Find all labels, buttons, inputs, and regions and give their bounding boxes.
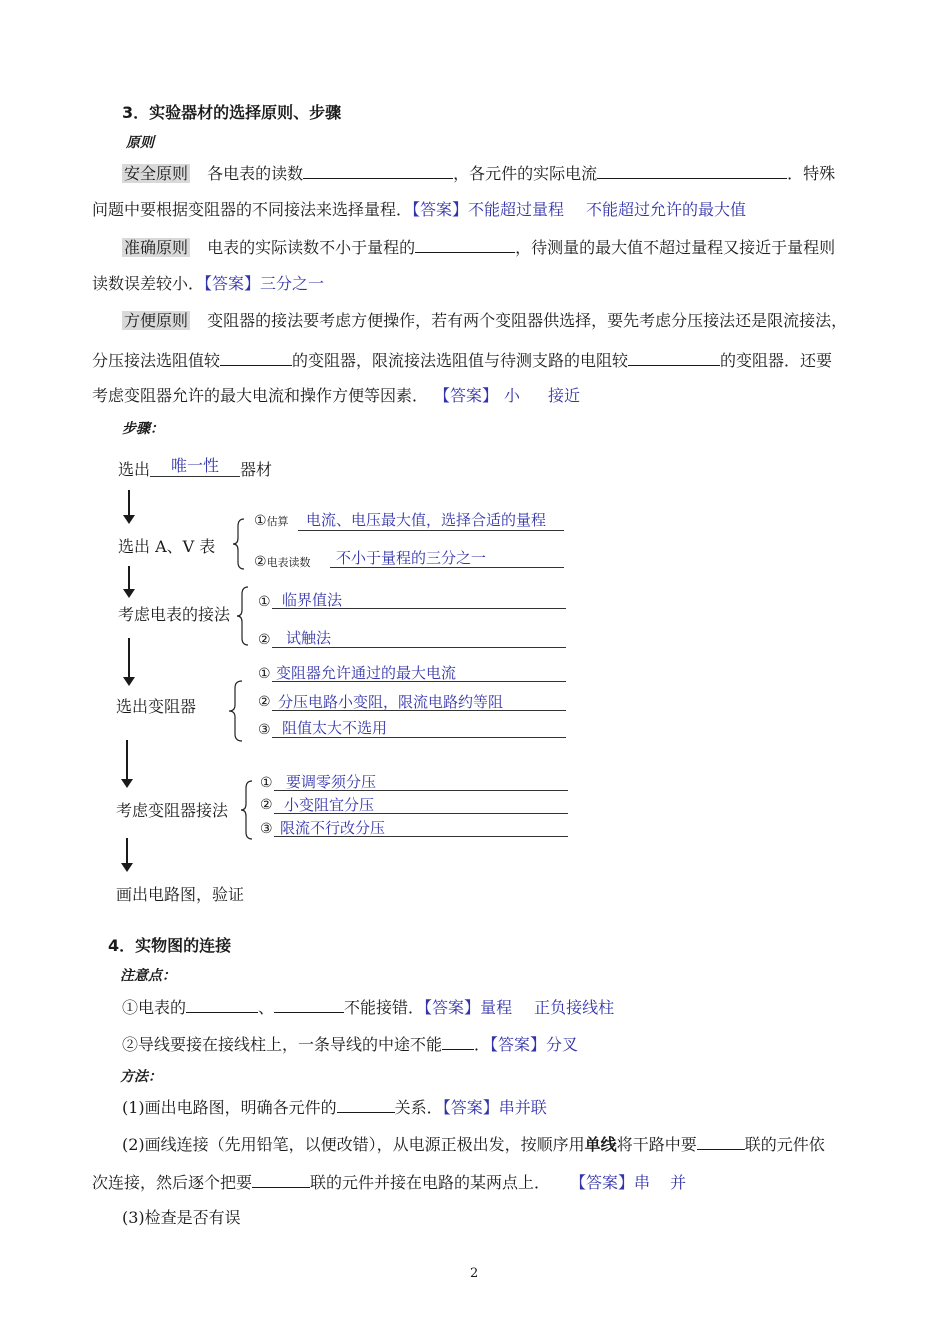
- flow-fill: 限流不行改分压: [280, 819, 386, 837]
- flow-fill: 唯一性: [150, 456, 240, 477]
- safe-principle-line1: 安全原则 各电表的读数 ，各元件的实际电流 ．特殊: [124, 164, 836, 183]
- down-arrow-icon: [128, 490, 130, 522]
- down-arrow-icon: [128, 566, 130, 596]
- flow-fill: 电流、电压最大值，选择合适的量程: [306, 511, 547, 529]
- blank: [442, 1033, 474, 1050]
- blank: [337, 1096, 395, 1113]
- flow-step5: 考虑变阻器接法: [116, 801, 229, 820]
- answer-tag: 【答案】: [424, 998, 481, 1017]
- answer: 并: [670, 1173, 687, 1192]
- flow-step4-b-num: ②: [258, 694, 271, 710]
- underline: [272, 737, 566, 738]
- answer: 接近: [548, 386, 581, 405]
- flow-step2-a: ①估算: [254, 513, 289, 529]
- answer: 正负接线柱: [534, 998, 615, 1017]
- brace-icon: [236, 586, 250, 646]
- section3-title: 3．实验器材的选择原则、步骤: [122, 103, 342, 122]
- method3: (3)检查是否有误: [122, 1208, 241, 1227]
- answer: 小: [504, 386, 521, 405]
- flow-step3-b-num: ②: [258, 632, 271, 648]
- answer-tag: 【答案】: [578, 1173, 635, 1192]
- blank: [186, 996, 258, 1013]
- accurate-principle-line1: 准确原则 电表的实际读数不小于量程的 ，待测量的最大值不超过量程又接近于量程则: [124, 238, 836, 257]
- flow-step5-b-num: ②: [260, 797, 273, 813]
- steps-label: 步骤：: [122, 421, 164, 437]
- flow-fill: 试触法: [286, 629, 332, 647]
- flow-fill: 变阻器允许通过的最大电流: [276, 664, 457, 682]
- down-arrow-icon: [128, 638, 130, 684]
- flow-step2-b: ②电表读数: [254, 554, 311, 570]
- underline: [272, 608, 566, 609]
- answer: 分叉: [546, 1035, 579, 1054]
- convenient-principle-line2: 分压接法选阻值较 的变阻器，限流接法选阻值与待测支路的电阻较 的变阻器．还要: [92, 351, 833, 370]
- underline: [272, 647, 566, 648]
- answer: 串: [634, 1173, 651, 1192]
- down-arrow-icon: [126, 838, 128, 870]
- flow-step1: 选出 唯一性 器材: [118, 456, 273, 479]
- answer: 不能超过允许的最大值: [586, 200, 747, 219]
- down-arrow-icon: [126, 740, 128, 786]
- underline: [274, 790, 568, 791]
- safe-principle-line2: 问题中要根据变阻器的不同接法来选择量程．【答案】不能超过量程 不能超过允许的最大值: [92, 200, 747, 219]
- answer-tag: 【答案】: [490, 1035, 547, 1054]
- flow-fill: 要调零须分压: [286, 773, 377, 791]
- method-label: 方法：: [120, 1069, 162, 1085]
- flow-step4-a-num: ①: [258, 666, 271, 682]
- underline: [274, 836, 568, 837]
- convenient-principle-line3: 考虑变阻器允许的最大电流和操作方便等因素． 【答案】 小 接近: [92, 386, 581, 405]
- note2: ②导线要接在接线柱上，一条导线的中途不能 ．【答案】分叉: [122, 1035, 579, 1054]
- answer-tag: 【答案】: [442, 386, 499, 405]
- safe-principle-tag: 安全原则: [124, 164, 189, 183]
- accurate-principle-tag: 准确原则: [124, 238, 189, 257]
- underline: [272, 681, 566, 682]
- flow-fill: 阻值太大不选用: [282, 719, 388, 737]
- flow-step3: 考虑电表的接法: [118, 605, 231, 624]
- convenient-principle-tag: 方便原则: [124, 311, 189, 330]
- answer-tag: 【答案】: [204, 274, 261, 293]
- underline: [274, 813, 568, 814]
- notes-label: 注意点：: [120, 968, 176, 984]
- flow-step4: 选出变阻器: [116, 697, 197, 716]
- underline: [272, 710, 566, 711]
- flow-fill: 临界值法: [282, 591, 343, 609]
- answer: 串并联: [498, 1098, 547, 1117]
- blank: [274, 996, 344, 1013]
- answer-tag: 【答案】: [442, 1098, 499, 1117]
- note1: ①电表的 、 不能接错．【答案】量程 正负接线柱: [122, 998, 615, 1017]
- flow-step5-a-num: ①: [260, 775, 273, 791]
- accurate-principle-line2: 读数误差较小．【答案】三分之一: [92, 274, 325, 293]
- answer: 不能超过量程: [468, 200, 565, 219]
- answer: 量程: [480, 998, 513, 1017]
- flow-fill: 小变阻宜分压: [284, 796, 375, 814]
- blank: [303, 162, 453, 179]
- blank: [415, 236, 515, 253]
- method2-line1: (2)画线连接（先用铅笔，以便改错），从电源正极出发，按顺序用单线将干路中要 联的元件依: [122, 1135, 825, 1154]
- underline: [298, 530, 564, 531]
- page-number: 2: [470, 1266, 479, 1281]
- flow-step2: 选出 A、V 表: [118, 537, 216, 556]
- blank: [628, 349, 720, 366]
- convenient-principle-line1: 方便原则 变阻器的接法要考虑方便操作，若有两个变阻器供选择，要先考虑分压接法还是限流接法，: [124, 311, 848, 330]
- flow-step5-c-num: ③: [260, 821, 273, 837]
- answer: 三分之一: [260, 274, 325, 293]
- flow-step6: 画出电路图，验证: [116, 885, 245, 904]
- blank: [252, 1171, 310, 1188]
- section4-title: 4．实物图的连接: [108, 936, 232, 955]
- blank: [697, 1133, 745, 1150]
- flow-step3-a-num: ①: [258, 594, 271, 610]
- method1: (1)画出电路图，明确各元件的 关系．【答案】串并联: [122, 1098, 547, 1117]
- brace-icon: [228, 680, 244, 742]
- blank: [220, 349, 292, 366]
- flow-step4-c-num: ③: [258, 722, 271, 738]
- flow-fill: 分压电路小变阻，限流电路约等阻: [278, 693, 504, 711]
- blank: [597, 162, 787, 179]
- brace-icon: [240, 780, 254, 840]
- underline: [330, 567, 564, 568]
- answer-tag: 【答案】: [412, 200, 469, 219]
- principle-label: 原则: [126, 135, 154, 151]
- flow-fill: 不小于量程的三分之一: [336, 549, 487, 567]
- method2-line2: 次连接，然后逐个把要 联的元件并接在电路的某两点上． 【答案】串 并: [92, 1173, 687, 1192]
- brace-icon: [232, 518, 246, 570]
